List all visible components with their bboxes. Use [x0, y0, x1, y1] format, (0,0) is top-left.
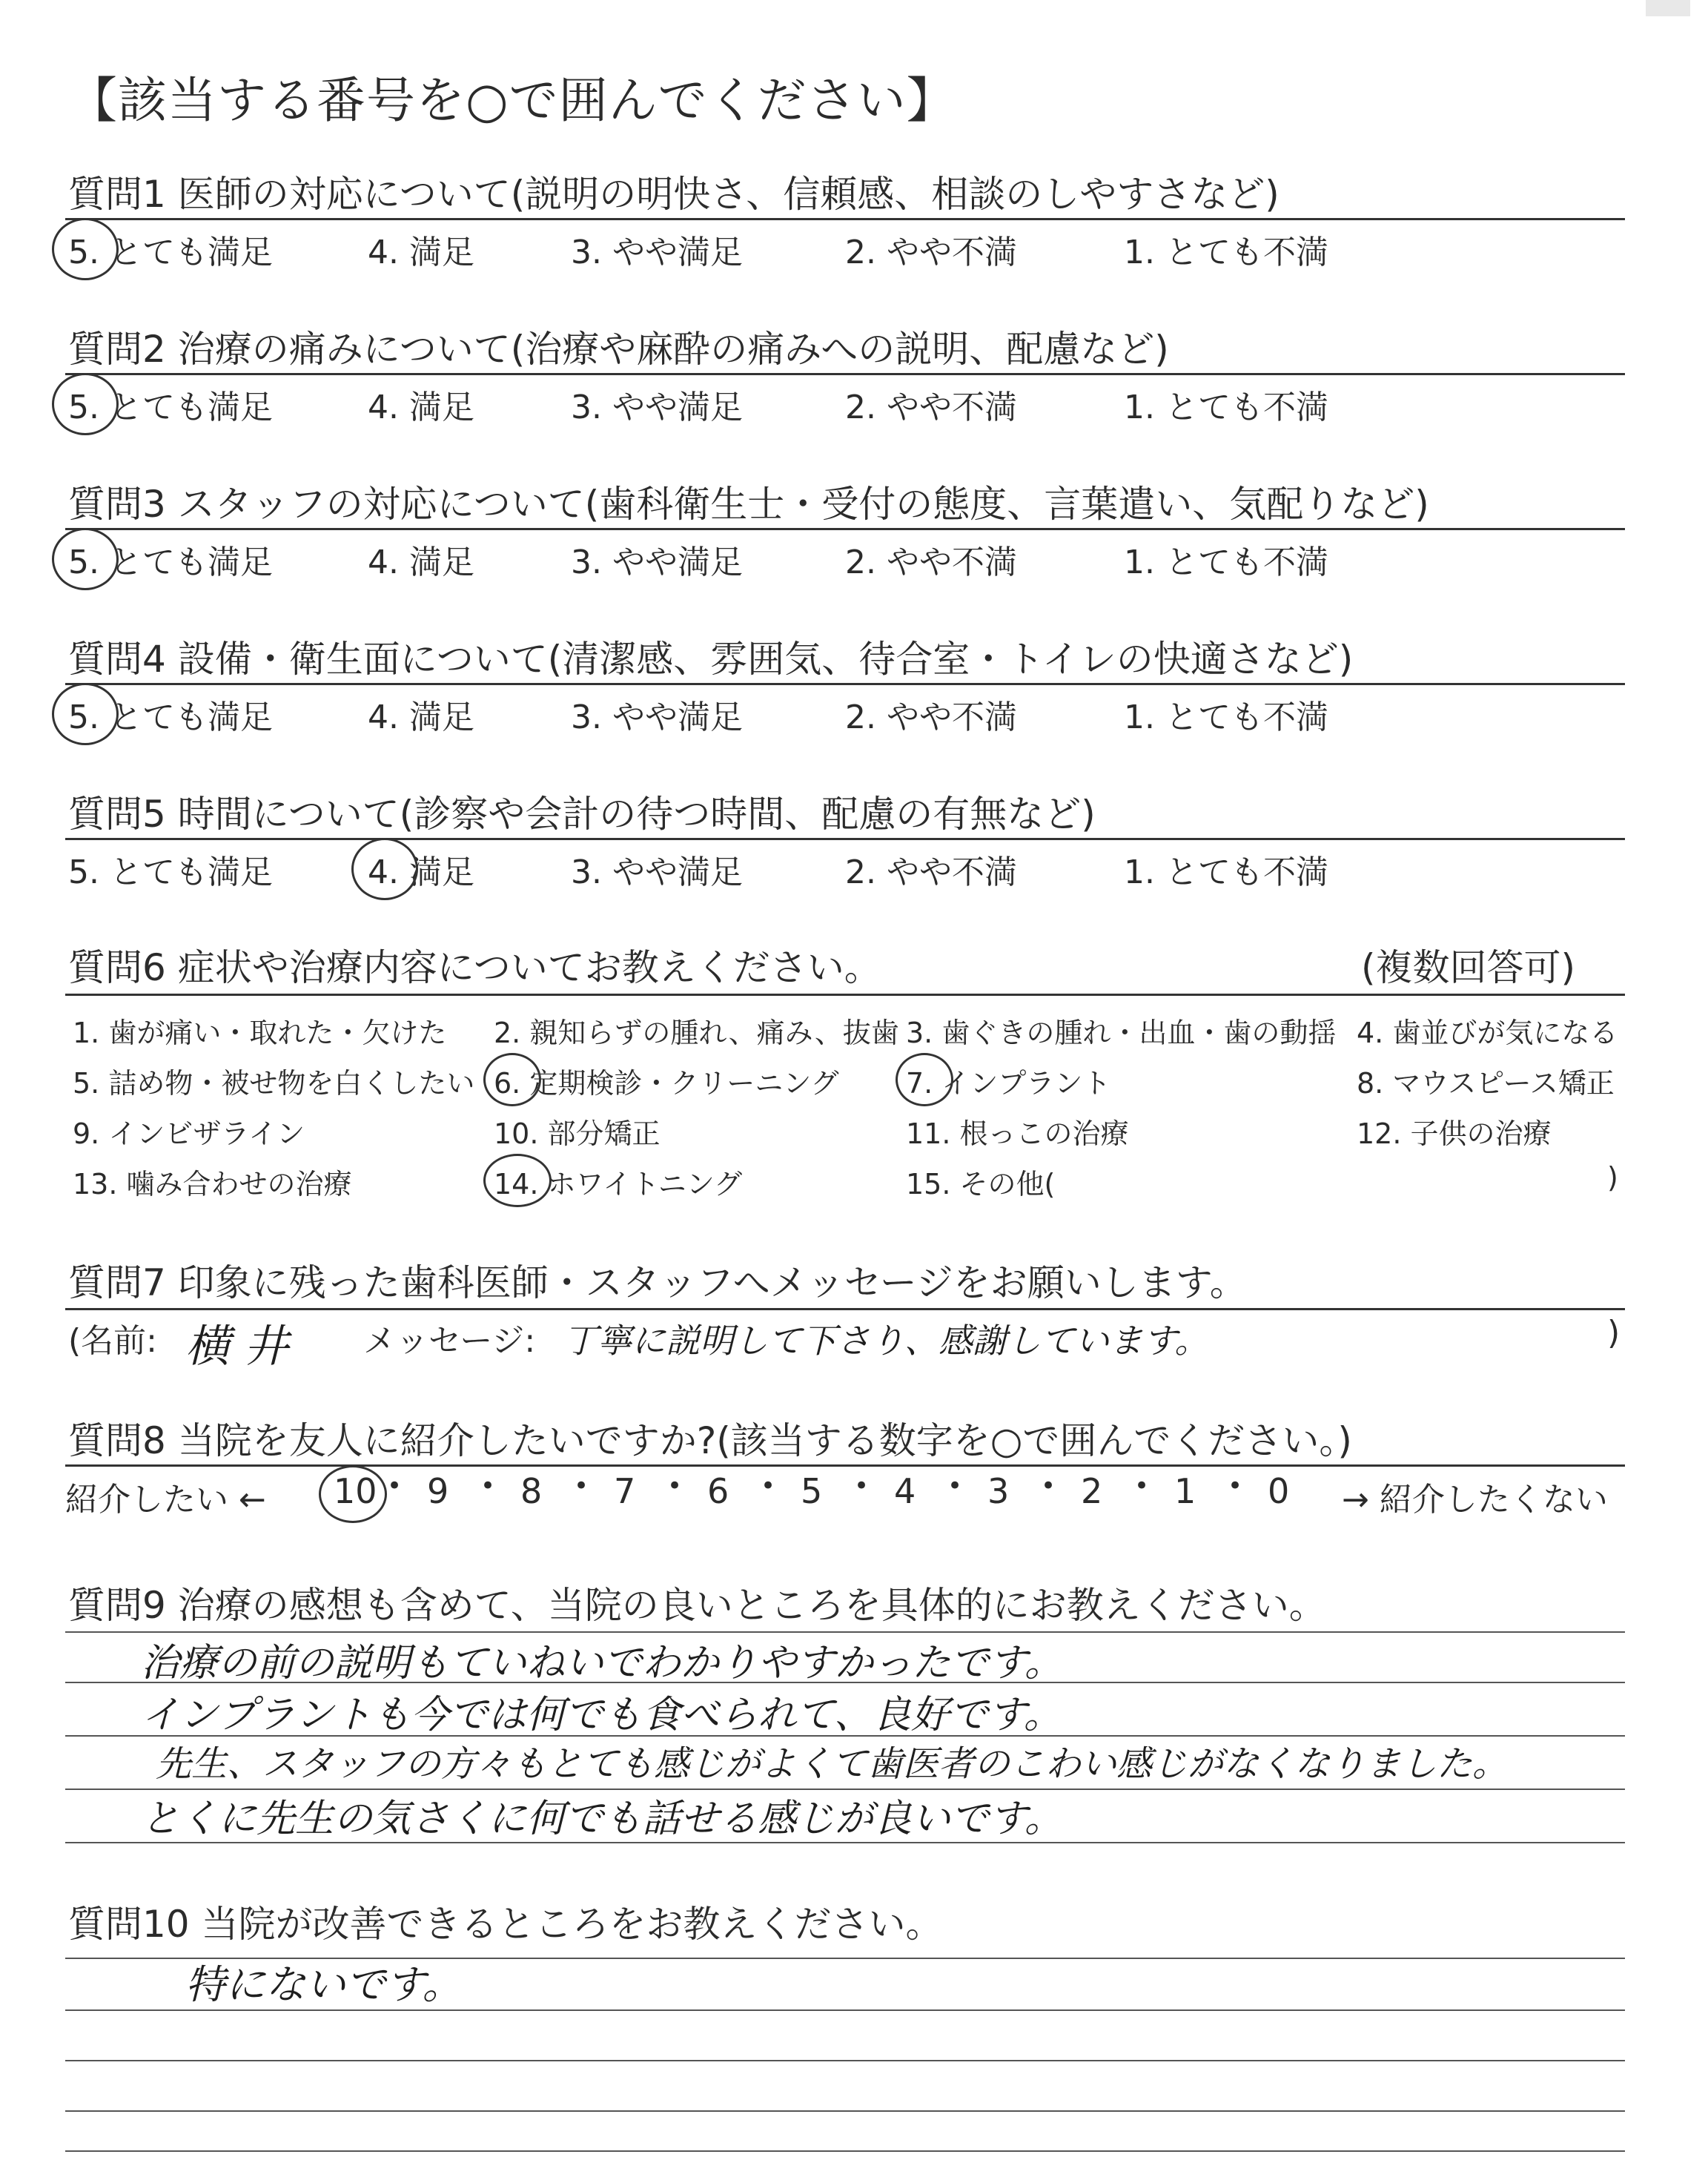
q8-left-label: 紹介したい ← — [65, 1481, 266, 1519]
q5-option-1[interactable]: 1. とても不満 — [1124, 853, 1328, 891]
q10-writing-line — [65, 2060, 1625, 2061]
q2-rule — [65, 373, 1625, 375]
q8-separator-dot: • — [1041, 1471, 1056, 1501]
q2-answer-circle — [52, 373, 119, 435]
q7-message-label: メッセージ: — [363, 1322, 536, 1360]
q6-option-12[interactable]: 12. 子供の治療 — [1357, 1117, 1552, 1150]
q1-option-5[interactable]: 5. とても満足 — [68, 234, 273, 271]
q10-writing-line — [65, 2150, 1625, 2152]
q4-rule — [65, 683, 1625, 685]
q8-number-8[interactable]: 8 — [520, 1471, 543, 1511]
q10-writing-line — [65, 2110, 1625, 2112]
q6-option-4[interactable]: 4. 歯並びが気になる — [1357, 1017, 1618, 1049]
q8-number-2[interactable]: 2 — [1081, 1471, 1103, 1511]
q9-title: 質問9 治療の感想も含めて、当院の良いところを具体的にお教えください。 — [68, 1584, 1326, 1627]
q3-option-4[interactable]: 4. 満足 — [368, 544, 474, 581]
q6-note: (複数回答可) — [1361, 946, 1576, 989]
q9-answer-line-3: 先生、スタッフの方々もとても感じがよくて歯医者のこわい感じがなくなりました。 — [156, 1743, 1509, 1785]
q8-number-6[interactable]: 6 — [707, 1471, 729, 1511]
q1-option-1[interactable]: 1. とても不満 — [1124, 234, 1328, 271]
q1-answer-circle — [52, 218, 119, 280]
q8-number-3[interactable]: 3 — [987, 1471, 1010, 1511]
q8-separator-dot: • — [480, 1471, 496, 1501]
q6-answer-circle-6 — [483, 1053, 541, 1106]
q1-title: 質問1 医師の対応について(説明の明快さ、信頼感、相談のしやすさなど) — [68, 173, 1280, 216]
q8-number-1[interactable]: 1 — [1174, 1471, 1196, 1511]
q6-answer-circle-14 — [483, 1154, 552, 1207]
q8-number-9[interactable]: 9 — [427, 1471, 449, 1511]
q5-title: 質問5 時間について(診察や会計の待つ時間、配慮の有無など) — [68, 793, 1096, 836]
q3-rule — [65, 528, 1625, 530]
q8-number-7[interactable]: 7 — [614, 1471, 636, 1511]
q2-option-5[interactable]: 5. とても満足 — [68, 389, 273, 426]
scan-edge-mark — [1646, 0, 1690, 16]
q6-option-1[interactable]: 1. 歯が痛い・取れた・欠けた — [73, 1017, 447, 1049]
q7-rule — [65, 1308, 1625, 1310]
q4-answer-circle — [52, 683, 119, 745]
q1-rule — [65, 218, 1625, 220]
q8-number-0[interactable]: 0 — [1268, 1471, 1290, 1511]
q6-option-13[interactable]: 13. 噛み合わせの治療 — [73, 1168, 352, 1200]
q5-rule — [65, 838, 1625, 840]
q8-number-5[interactable]: 5 — [801, 1471, 823, 1511]
q3-option-3[interactable]: 3. やや満足 — [571, 544, 743, 581]
q5-option-3[interactable]: 3. やや満足 — [571, 853, 743, 891]
q8-number-10[interactable]: 10 — [334, 1471, 377, 1511]
q2-option-1[interactable]: 1. とても不満 — [1124, 389, 1328, 426]
q2-title: 質問2 治療の痛みについて(治療や麻酔の痛みへの説明、配慮など) — [68, 328, 1169, 371]
q4-title: 質問4 設備・衛生面について(清潔感、雰囲気、待合室・トイレの快適さなど) — [68, 638, 1354, 681]
q8-separator-dot: • — [761, 1471, 776, 1501]
q6-option-10[interactable]: 10. 部分矯正 — [494, 1117, 661, 1150]
q6-option-16: ) — [1607, 1161, 1618, 1194]
q1-option-4[interactable]: 4. 満足 — [368, 234, 474, 271]
q8-separator-dot: • — [1134, 1471, 1150, 1501]
q8-separator-dot: • — [854, 1471, 870, 1501]
q6-option-3[interactable]: 3. 歯ぐきの腫れ・出血・歯の動揺 — [906, 1017, 1337, 1049]
q1-option-3[interactable]: 3. やや満足 — [571, 234, 743, 271]
q8-separator-dot: • — [667, 1471, 683, 1501]
q6-option-14[interactable]: 14. ホワイトニング — [494, 1168, 743, 1200]
q2-option-3[interactable]: 3. やや満足 — [571, 389, 743, 426]
q7-title: 質問7 印象に残った歯科医師・スタッフへメッセージをお願いします。 — [68, 1261, 1247, 1304]
q8-number-4[interactable]: 4 — [894, 1471, 916, 1511]
q8-separator-dot: • — [574, 1471, 589, 1501]
q7-close: ) — [1607, 1314, 1621, 1352]
q10-title: 質問10 当院が改善できるところをお教えください。 — [68, 1903, 943, 1946]
q6-option-7[interactable]: 7. インプラント — [906, 1067, 1111, 1100]
q4-option-3[interactable]: 3. やや満足 — [571, 698, 743, 736]
q6-rule — [65, 994, 1625, 996]
q6-answer-circle-7 — [896, 1053, 953, 1106]
q7-message-value: 丁寧に説明して下さり、感謝しています。 — [563, 1321, 1209, 1361]
q8-separator-dot: • — [387, 1471, 403, 1501]
q3-answer-circle — [52, 528, 119, 590]
q6-option-6[interactable]: 6. 定期検診・クリーニング — [494, 1067, 839, 1100]
q8-right-label: → 紹介したくない — [1342, 1481, 1608, 1519]
q3-option-1[interactable]: 1. とても不満 — [1124, 544, 1328, 581]
q3-option-5[interactable]: 5. とても満足 — [68, 544, 273, 581]
q2-option-4[interactable]: 4. 満足 — [368, 389, 474, 426]
q8-rule — [65, 1464, 1625, 1467]
q3-title: 質問3 スタッフの対応について(歯科衛生士・受付の態度、言葉遣い、気配りなど) — [68, 483, 1429, 526]
q9-answer-line-2: インプラントも今では何でも食べられて、良好です。 — [141, 1693, 1062, 1737]
q7-name-value: 横 井 — [185, 1321, 289, 1373]
q8-title: 質問8 当院を友人に紹介したいですか?(該当する数字を○で囲んでください。) — [68, 1419, 1352, 1462]
q5-option-5[interactable]: 5. とても満足 — [68, 853, 273, 891]
q5-answer-circle — [351, 838, 418, 900]
q9-answer-line-4: とくに先生の気さくに何でも話せる感じが良いです。 — [141, 1797, 1063, 1841]
q6-title: 質問6 症状や治療内容についてお教えください。 — [68, 946, 881, 989]
q9-answer-line-1: 治療の前の説明もていねいでわかりやすかったです。 — [141, 1641, 1063, 1685]
q6-option-15[interactable]: 15. その他( — [906, 1168, 1056, 1200]
page-heading: 【該当する番号を○で囲んでください】 — [68, 72, 956, 129]
q6-option-9[interactable]: 9. インビザライン — [73, 1117, 305, 1150]
q4-option-2[interactable]: 2. やや不満 — [845, 698, 1017, 736]
q1-option-2[interactable]: 2. やや不満 — [845, 234, 1017, 271]
q2-option-2[interactable]: 2. やや不満 — [845, 389, 1017, 426]
q7-name-label: (名前: — [68, 1322, 157, 1360]
q8-separator-dot: • — [947, 1471, 963, 1501]
q5-option-2[interactable]: 2. やや不満 — [845, 853, 1017, 891]
q8-answer-circle — [319, 1465, 387, 1523]
q6-option-11[interactable]: 11. 根っこの治療 — [906, 1117, 1129, 1150]
q6-option-2[interactable]: 2. 親知らずの腫れ、痛み、抜歯 — [494, 1017, 899, 1049]
q10-answer-line-1: 特にないです。 — [185, 1961, 463, 2008]
q5-option-4[interactable]: 4. 満足 — [368, 853, 474, 891]
q4-option-5[interactable]: 5. とても満足 — [68, 698, 273, 736]
q4-option-1[interactable]: 1. とても不満 — [1124, 698, 1328, 736]
q4-option-4[interactable]: 4. 満足 — [368, 698, 474, 736]
q6-option-5[interactable]: 5. 詰め物・被せ物を白くしたい — [73, 1067, 475, 1100]
q8-separator-dot: • — [1228, 1471, 1243, 1501]
q6-option-8[interactable]: 8. マウスピース矯正 — [1357, 1067, 1615, 1100]
q3-option-2[interactable]: 2. やや不満 — [845, 544, 1017, 581]
